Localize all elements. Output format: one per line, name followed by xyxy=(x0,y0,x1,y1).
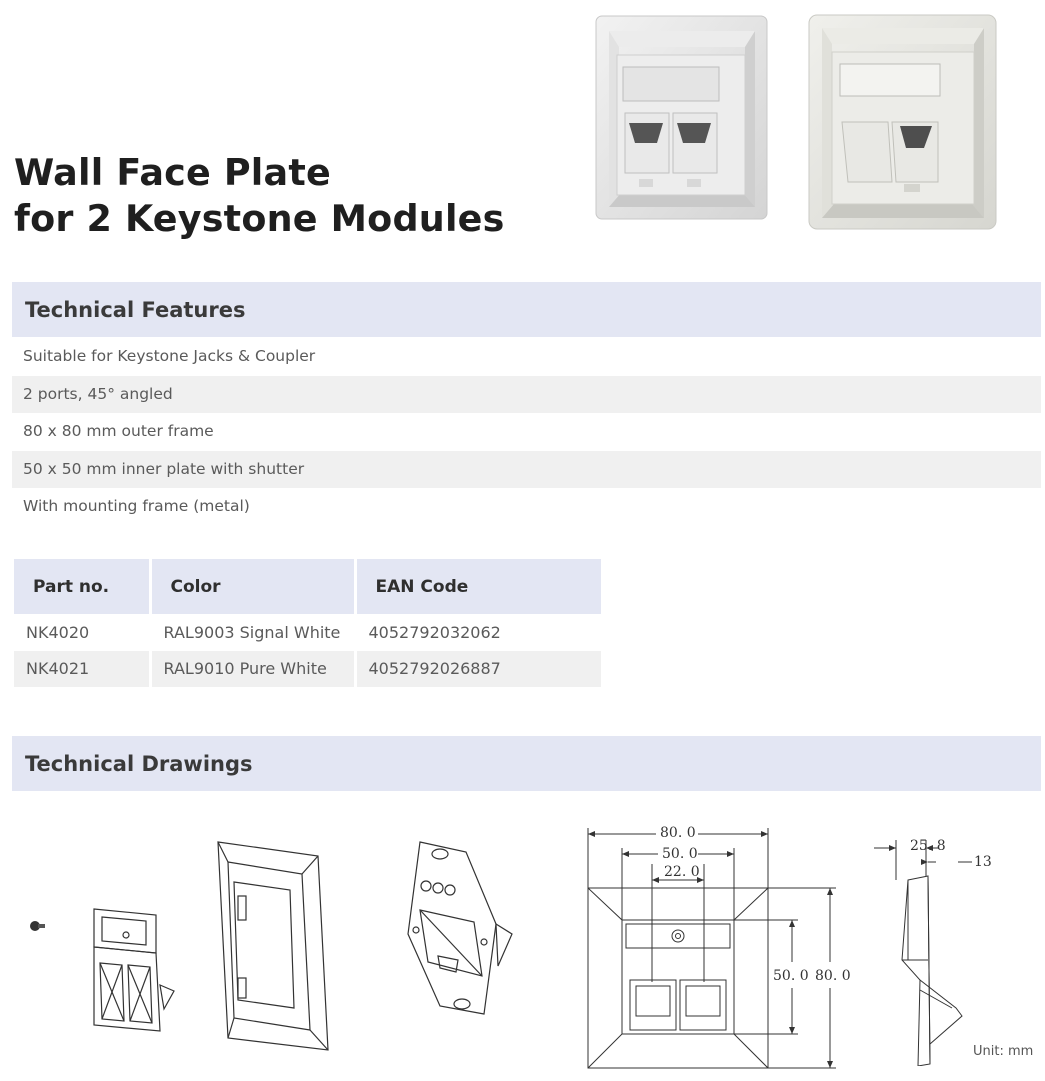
feature-item: Suitable for Keystone Jacks & Coupler xyxy=(23,347,316,365)
parts-table xyxy=(14,559,601,687)
color-cell: RAL9010 Pure White xyxy=(150,651,355,688)
side-view-dimension-drawing xyxy=(872,840,982,1066)
header-part-no: Part no. xyxy=(14,559,150,614)
mounting-frame-drawing xyxy=(400,838,520,1018)
feature-item: 2 ports, 45° angled xyxy=(12,376,1041,414)
feature-item: With mounting frame (metal) xyxy=(23,497,250,516)
header-ean-code: EAN Code xyxy=(355,559,601,614)
table-row xyxy=(14,651,601,688)
technical-features-heading: Technical Features xyxy=(25,297,246,322)
header-color: Color xyxy=(150,559,355,614)
front-view-dimension-drawing xyxy=(586,822,856,1072)
keystone-insert-drawing xyxy=(88,905,184,1035)
color-cell: RAL9003 Signal White xyxy=(150,614,355,651)
part-no-cell: NK4021 xyxy=(14,651,150,688)
technical-features-header xyxy=(12,282,1041,337)
dim-depth: 25. 8 xyxy=(910,838,946,854)
screw-drawing xyxy=(28,916,48,936)
dim-inner-height: 50. 0 xyxy=(773,968,809,984)
dim-inner-width: 50. 0 xyxy=(662,846,698,862)
product-photo-pure-white xyxy=(808,14,997,230)
unit-label: Unit: mm xyxy=(973,1044,1034,1059)
table-header-row xyxy=(14,559,601,614)
page-title xyxy=(14,150,505,242)
dim-plate-depth: 13 xyxy=(974,854,992,870)
title-line-1: Wall Face Plate xyxy=(14,151,331,194)
ean-cell: 4052792032062 xyxy=(368,622,501,642)
ean-cell: 4052792026887 xyxy=(355,651,601,688)
title-line-2: for 2 Keystone Modules xyxy=(14,197,505,240)
dim-outer-width: 80. 0 xyxy=(660,825,696,841)
part-no-cell: NK4020 xyxy=(14,614,150,651)
dim-outer-height: 80. 0 xyxy=(815,968,851,984)
table-row xyxy=(14,614,601,651)
feature-item: 50 x 50 mm inner plate with shutter xyxy=(12,451,1041,489)
features-list xyxy=(12,338,1041,526)
dim-port-width: 22. 0 xyxy=(664,864,700,880)
technical-drawings-heading: Technical Drawings xyxy=(25,751,253,776)
feature-item: 80 x 80 mm outer frame xyxy=(23,422,214,441)
technical-drawings-header xyxy=(12,736,1041,791)
angled-frame-drawing xyxy=(214,838,334,1054)
product-photo-signal-white xyxy=(595,15,768,220)
